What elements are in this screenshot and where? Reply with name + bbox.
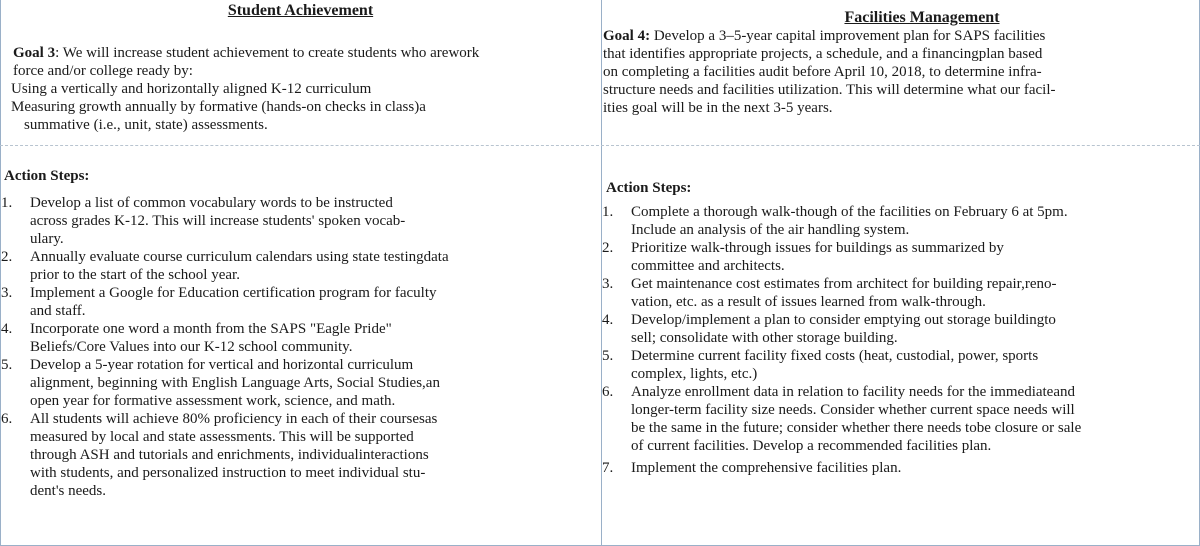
- facilities-action-steps: [602, 179, 1199, 477]
- goal-3-line-3: Using a vertically and horizontally aligned K-12 curriculum: [11, 81, 372, 97]
- list-item: 6. Analyze enrollment data in relation to facility needs for the immediateand longer-term facility size needs. Consider whether current space needs will be the same in the future; consider whether there needs tobe closure or sale of current facilities. Develop a recommended facilities plan.: [602, 384, 1082, 454]
- goal-4-line-3: on completing a facilities audit before April 10, 2018, to determine infra-: [603, 64, 1042, 80]
- goal-3-text: [13, 44, 598, 134]
- list-item: 7. Implement the comprehensive facilities plan.: [602, 460, 902, 476]
- list-item: 5. Develop a 5-year rotation for vertical and horizontal curriculum alignment, beginning with English Language Arts, Social Studies,an open year for formative assessment work, science, and math.: [1, 357, 440, 409]
- goal-3-line-5: summative (i.e., unit, state) assessments.: [24, 117, 268, 133]
- goal-4-line-1: Goal 4: Develop a 3–5-year capital improvement plan for SAPS facilities: [603, 28, 1046, 44]
- goal-4-line-2: that identifies appropriate projects, a schedule, and a financingplan based: [603, 46, 1043, 62]
- list-item: 4. Incorporate one word a month from the SAPS "Eagle Pride" Beliefs/Core Values into our K-12 school community.: [1, 321, 392, 355]
- goal-4-line-4: structure needs and facilities utilization. This will determine what our facil-: [603, 82, 1056, 98]
- goal-3-line-4: Measuring growth annually by formative (hands-on checks in class)a: [11, 99, 426, 115]
- student-achievement-heading: Student Achievement: [227, 2, 374, 19]
- student-action-steps-list: [1, 194, 599, 500]
- list-item: 2. Annually evaluate course curriculum calendars using state testingdata prior to the start of the school year.: [1, 249, 449, 283]
- student-action-steps: [1, 167, 599, 500]
- list-item: 3. Get maintenance cost estimates from architect for building repair,reno- vation, etc. as a result of issues learned from walk-through.: [602, 276, 1057, 310]
- goal-3-line-2: force and/or college ready by:: [13, 63, 193, 79]
- goal-4-line-5: ities goal will be in the next 3-5 years.: [603, 100, 833, 116]
- facilities-action-steps-list: [602, 203, 1199, 477]
- list-item: 5. Determine current facility fixed costs (heat, custodial, power, sports complex, lights, etc.): [602, 348, 1039, 382]
- student-action-steps-title: Action Steps:: [4, 168, 90, 184]
- facilities-action-steps-title: Action Steps:: [606, 180, 692, 196]
- goal-4-text: [603, 27, 1197, 117]
- facilities-management-heading: Facilities Management: [844, 9, 1000, 26]
- list-item: 6. All students will achieve 80% proficiency in each of their coursesas measured by local and state assessments. This will be supported through ASH and tutorials and enrichments, individualinteractions with students, and personalized instruction to meet individual stu- dent's needs.: [1, 411, 438, 499]
- row-divider: [0, 145, 1200, 146]
- list-item: 2. Prioritize walk-through issues for buildings as summarized by committee and architects.: [602, 240, 1004, 274]
- list-item: 3. Implement a Google for Education certification program for faculty and staff.: [1, 285, 437, 319]
- goal-4-label: Goal 4:: [603, 28, 651, 44]
- goal-3-label: Goal 3: [13, 45, 56, 61]
- list-item: 1. Develop a list of common vocabulary words to be instructed across grades K-12. This will increase students' spoken vocab- ulary.: [1, 195, 406, 247]
- list-item: 1. Complete a thorough walk-though of the facilities on February 6 at 5pm. Include an analysis of the air handling system.: [602, 204, 1068, 238]
- list-item: 4. Develop/implement a plan to consider emptying out storage buildingto sell; consolidate with other storage building.: [602, 312, 1056, 346]
- goal-3-line-1: Goal 3: We will increase student achievement to create students who arework: [13, 45, 480, 61]
